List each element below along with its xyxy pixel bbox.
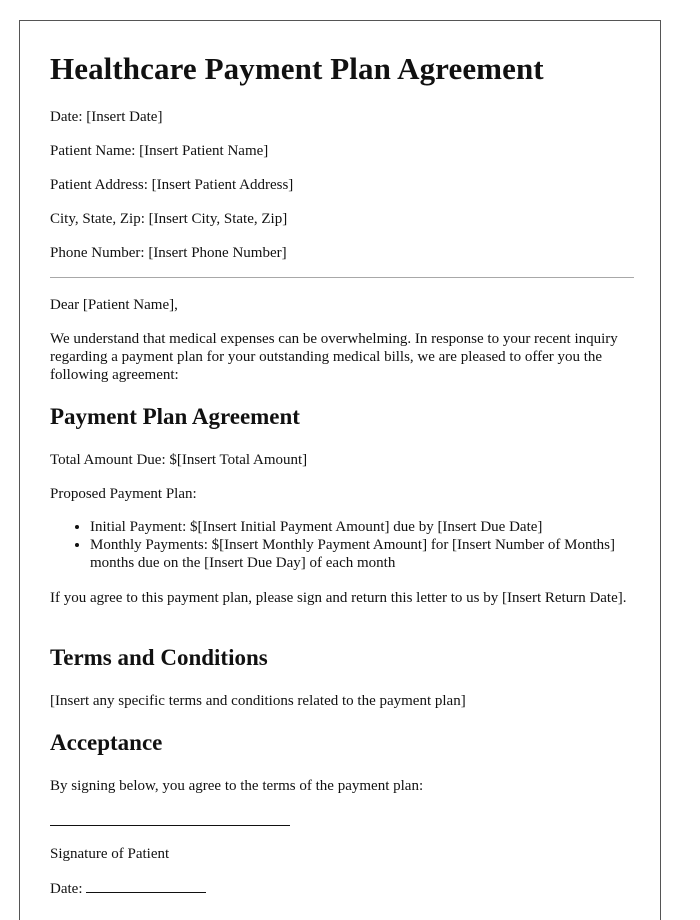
city-state-zip-field: City, State, Zip: [Insert City, State, Zip] — [50, 211, 288, 227]
date-blank-line[interactable] — [86, 879, 206, 893]
header-divider — [50, 277, 634, 278]
date-field: Date: [Insert Date] — [50, 109, 163, 125]
terms-heading: Terms and Conditions — [50, 645, 268, 670]
payment-plan-heading: Payment Plan Agreement — [50, 404, 300, 429]
acceptance-body: By signing below, you agree to the terms of the payment plan: — [50, 778, 424, 794]
acceptance-heading: Acceptance — [50, 730, 163, 755]
return-instruction: If you agree to this payment plan, please sign and return this letter to us by [Insert Return Date]. — [50, 590, 627, 606]
patient-name-field: Patient Name: [Insert Patient Name] — [50, 143, 269, 159]
phone-number-field: Phone Number: [Insert Phone Number] — [50, 245, 287, 261]
intro-paragraph: We understand that medical expenses can be overwhelming. In response to your recent inquiry regarding a payment plan for your outstanding medical bills, we are pleased to offer you the following agreement: — [50, 331, 618, 383]
proposed-payment-plan-label: Proposed Payment Plan: — [50, 486, 197, 502]
terms-body: [Insert any specific terms and conditions related to the payment plan] — [50, 693, 466, 709]
list-item-initial-payment: • Initial Payment: $[Insert Initial Payment Amount] due by [Insert Due Date] — [90, 518, 630, 536]
document-title: Healthcare Payment Plan Agreement — [50, 51, 544, 86]
signature-label: Signature of Patient — [50, 846, 170, 862]
date-label: Date: — [50, 881, 83, 897]
payment-plan-list — [50, 518, 630, 572]
date-signature-row — [50, 879, 206, 898]
signature-line[interactable] — [50, 825, 290, 826]
patient-address-field: Patient Address: [Insert Patient Address] — [50, 177, 294, 193]
salutation: Dear [Patient Name], — [50, 297, 178, 313]
total-amount-due: Total Amount Due: $[Insert Total Amount] — [50, 452, 308, 468]
list-item-monthly-payments: • Monthly Payments: $[Insert Monthly Payment Amount] for [Insert Number of Months] months due on the [Insert Due Day] of each month — [90, 536, 630, 572]
letter-page — [19, 20, 661, 920]
